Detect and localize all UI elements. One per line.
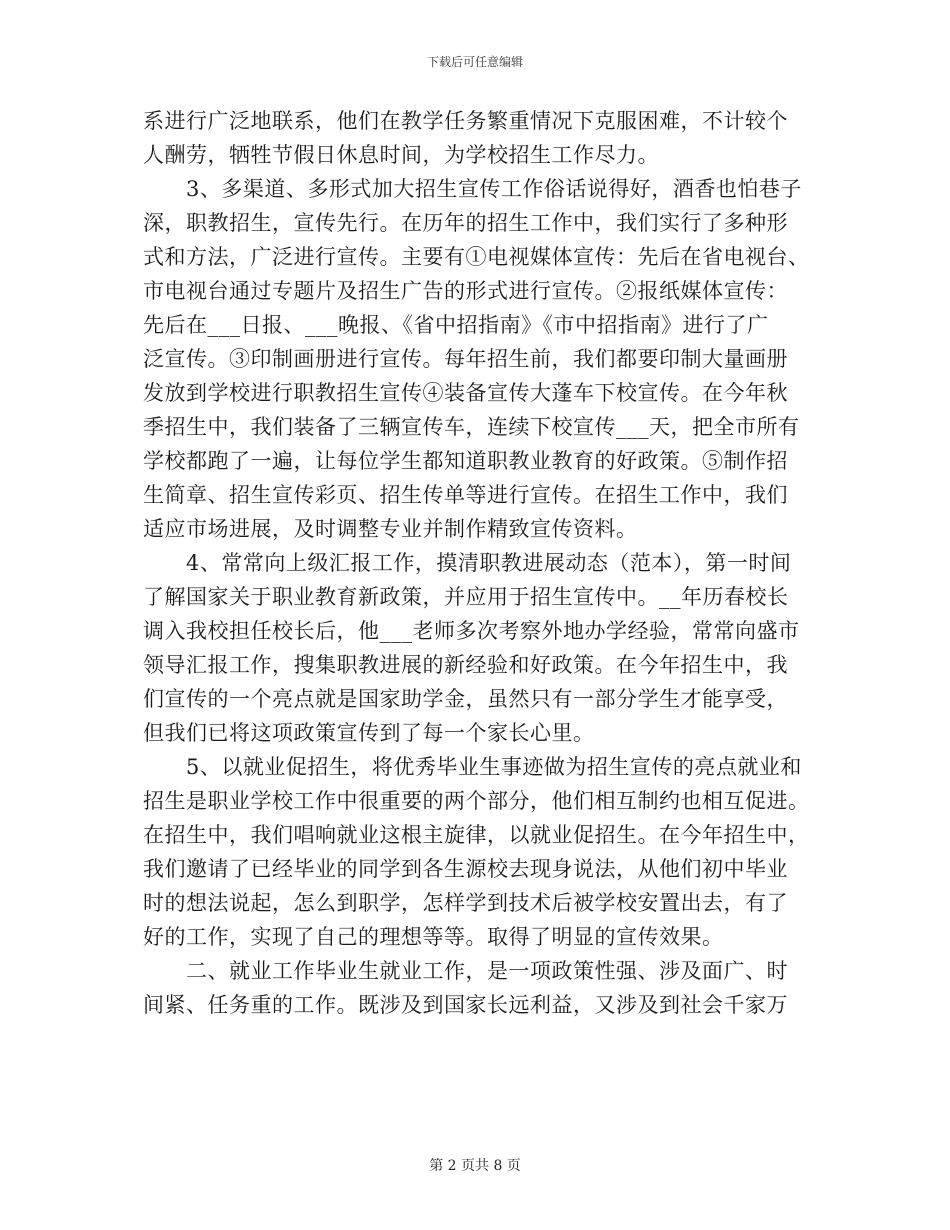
text-line: 季招生中，我们装备了三辆宣传车，连续下校宣传___天，把全市所有 [143, 415, 800, 439]
text-line: 发放到学校进行职教招生宣传④装备宣传大蓬车下校宣传。在今年秋 [143, 381, 788, 405]
text-line: 了解国家关于职业教育新政策，并应用于招生宣传中。__年历春校长 [143, 585, 789, 609]
text-line: 5、以就业促招生，将优秀毕业生事迹做为招生宣传的亮点就业和 [143, 755, 802, 779]
text-line: 但我们已将这项政策宣传到了每一个家长心里。 [143, 721, 595, 745]
text-line: 人酬劳，牺牲节假日休息时间，为学校招生工作尽力。 [143, 143, 659, 167]
text-line: 适应市场进展，及时调整专业并制作精致宣传资料。 [143, 517, 638, 541]
text-line: 深，职教招生，宣传先行。在历年的招生工作中，我们实行了多种形 [143, 211, 788, 235]
text-line: 调入我校担任校长后，他___老师多次考察外地办学经验，常常向盛市 [143, 619, 800, 643]
text-line: 系进行广泛地联系，他们在教学任务繁重情况下克服困难，不计较个 [143, 109, 788, 133]
page-header: 下载后可任意编辑 [426, 55, 523, 69]
text-line: 招生是职业学校工作中很重要的两个部分，他们相互制约也相互促进。 [143, 789, 810, 813]
text-line: 生简章、招生宣传彩页、招生传单等进行宣传。在招生工作中，我们 [143, 483, 788, 507]
text-line: 市电视台通过专题片及招生广告的形式进行宣传。②报纸媒体宣传： [143, 279, 788, 303]
text-line: 二、就业工作毕业生就业工作，是一项政策性强、涉及面广、时 [143, 959, 788, 983]
text-line: 在招生中，我们唱响就业这根主旋律，以就业促招生。在今年招生中， [143, 823, 810, 847]
text-line: 们宣传的一个亮点就是国家助学金，虽然只有一部分学生才能享受， [143, 687, 788, 711]
text-line: 时的想法说起，怎么到职学，怎样学到技术后被学校安置出去，有了 [143, 891, 788, 915]
text-line: 我们邀请了已经毕业的同学到各生源校去现身说法，从他们初中毕业 [143, 857, 788, 881]
page-footer: 第 2 页共 8 页 [429, 1158, 521, 1174]
text-line: 先后在___日报、___晚报、《省中招指南》《市中招指南》进行了广 [143, 313, 769, 337]
text-line: 好的工作，实现了自己的理想等等。取得了明显的宣传效果。 [143, 925, 724, 949]
text-line: 泛宣传。③印制画册进行宣传。每年招生前，我们都要印制大量画册 [143, 347, 788, 371]
text-line: 领导汇报工作，搜集职教进展的新经验和好政策。在今年招生中，我 [143, 653, 788, 677]
text-line: 3、多渠道、多形式加大招生宣传工作俗话说得好，酒香也怕巷子 [143, 177, 802, 201]
document-body [143, 104, 809, 1022]
text-line: 学校都跑了一遍，让每位学生都知道职教业教育的好政策。⑤制作招 [143, 449, 788, 473]
text-line: 式和方法，广泛进行宣传。主要有①电视媒体宣传：先后在省电视台、 [143, 245, 810, 269]
text-line: 4、常常向上级汇报工作，摸清职教进展动态（范本），第一时间 [143, 551, 792, 575]
text-line: 间紧、任务重的工作。既涉及到国家长远利益，又涉及到社会千家万 [143, 993, 788, 1017]
